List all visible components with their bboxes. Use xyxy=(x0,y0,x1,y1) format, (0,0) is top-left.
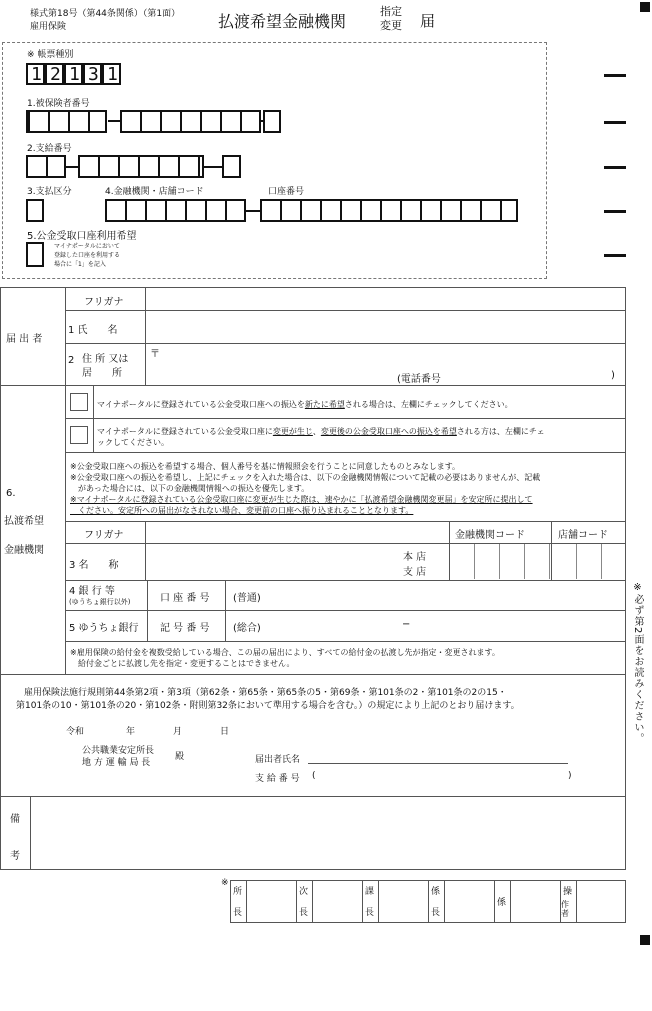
check2-text xyxy=(97,426,545,437)
underlined-text: 新たに希望 xyxy=(304,400,345,409)
office-use-asterisk: ※ xyxy=(221,878,229,888)
rule xyxy=(93,385,94,452)
remarks-label2: 考 xyxy=(10,851,20,862)
check2-text-line2: ックしてください。 xyxy=(97,438,169,447)
bank-type-label: 4 銀 行 等 xyxy=(69,586,115,597)
branch-code-input[interactable] xyxy=(552,544,625,579)
bank-notes xyxy=(70,461,540,516)
phone-close: ) xyxy=(611,370,615,381)
open-paren: ( xyxy=(312,771,316,781)
office-label1: 公共職業安定所長 xyxy=(82,746,155,756)
public-account-note xyxy=(54,242,174,269)
timing-mark xyxy=(604,254,626,257)
rule xyxy=(494,880,495,923)
dono-label: 殿 xyxy=(175,752,185,762)
underlined-text: 変更が生じ xyxy=(272,427,313,436)
stamp-cell-label: 次 xyxy=(299,887,309,897)
rule xyxy=(65,385,66,674)
note-line: ※公金受取口座への振込を希望する場合、個人番号を基に情報照会を行うことに同意したものとみなします。 xyxy=(70,462,461,471)
insured-number-label: 1.被保険者番号 xyxy=(27,99,90,109)
rule xyxy=(576,880,577,923)
month-label: 月 xyxy=(173,727,183,737)
underlined-text: 変更後の公金受取口座への振込を希望 xyxy=(320,427,457,436)
rule xyxy=(428,880,429,923)
hyphen xyxy=(108,120,120,122)
rule xyxy=(225,580,226,641)
change-label: 変更 xyxy=(380,19,402,32)
rule xyxy=(378,880,379,923)
applicant-name-sign-input[interactable] xyxy=(308,750,568,764)
change-public-account-checkbox[interactable] xyxy=(70,426,88,444)
stamp-cell-label: 操 xyxy=(563,887,573,897)
digit-box[interactable] xyxy=(26,63,45,85)
year-label: 年 xyxy=(126,727,136,737)
note-line: ※雇用保険の給付金を複数受給している場合、この届の届出により、すべての給付金の払渡し先が指定・変更されます。 xyxy=(70,648,500,657)
note-line: ※公金受取口座への振込を希望し、上記にチェックを入れた場合は、以下の金融機関情報について記載の必要はありませんが、記載 xyxy=(70,473,541,482)
text: マイナポータルに登録されている公金受取口座への振込を xyxy=(97,400,305,409)
new-public-account-checkbox[interactable] xyxy=(70,393,88,411)
rule xyxy=(65,580,626,581)
stamp-cell-label: 課 xyxy=(365,887,375,897)
check1-text xyxy=(97,399,513,410)
stamp-cell-label: 長 xyxy=(365,908,375,918)
account-no-input[interactable] xyxy=(270,582,620,608)
sougou-label: (総合) xyxy=(233,623,261,634)
account-number-label: 口座番号 xyxy=(268,187,305,197)
rule xyxy=(362,880,363,923)
corner-mark-bottom xyxy=(640,935,650,945)
corner-mark-top xyxy=(640,2,650,12)
note-line: ※マイナポータルに登録されている公金受取口座に変更が生じた際は、速やかに「払渡希望金融機関変更届」を安定所に提出して xyxy=(70,495,533,504)
timing-mark xyxy=(604,74,626,77)
multi-benefit-note xyxy=(70,647,500,669)
payment-class-label: 3.支払区分 xyxy=(27,187,72,197)
digit-box[interactable] xyxy=(64,63,83,85)
reiwa-label: 令和 xyxy=(66,727,85,737)
stamp-cell-label: 係 xyxy=(497,898,507,908)
digit-group[interactable] xyxy=(120,110,261,133)
kigou-label: 記 号 番 号 xyxy=(160,623,210,634)
timing-mark xyxy=(604,121,626,124)
rule xyxy=(296,880,297,923)
bank-section-label2: 金融機関 xyxy=(4,545,44,556)
rule xyxy=(0,674,626,675)
payment-no-sign-input[interactable] xyxy=(320,768,560,784)
text: される場合は、左欄にチェックしてください。 xyxy=(344,400,513,409)
bank-type-sub: (ゆうちょ銀行以外) xyxy=(69,598,131,606)
payment-number-label: 2.支給番号 xyxy=(27,144,72,154)
timing-mark xyxy=(604,210,626,213)
bank-code-header: 金融機関コード xyxy=(455,530,525,541)
rule xyxy=(65,452,626,453)
digit-group[interactable] xyxy=(222,155,241,178)
ledger-type-label: ※ 帳票種別 xyxy=(27,50,74,60)
insurance-label: 雇用保険 xyxy=(30,22,67,32)
rule xyxy=(510,880,511,923)
stamp-cell-label: 長 xyxy=(431,908,441,918)
form-number: 様式第18号（第44条関係）（第1面） xyxy=(30,9,181,19)
notification-label: 届 xyxy=(420,12,436,30)
account-no-label: 口 座 番 号 xyxy=(160,593,210,604)
bank-name-input[interactable] xyxy=(146,544,396,579)
timing-mark xyxy=(604,166,626,169)
rule xyxy=(65,287,66,385)
rule xyxy=(65,343,626,344)
text: される方は、左欄にチェ xyxy=(456,427,545,436)
side-note: ※必ず第2面をお読みください。 xyxy=(632,582,643,745)
divider xyxy=(105,110,107,133)
payment-class-box[interactable] xyxy=(26,199,44,222)
phone-label: (電話番号 xyxy=(397,374,441,385)
day-label: 日 xyxy=(220,727,230,737)
yucho-label: 5 ゆうちょ銀行 xyxy=(69,623,139,634)
stamp-cell-label: 長 xyxy=(233,908,243,918)
address-num: 2 xyxy=(68,355,75,366)
bank-furigana-label: フリガナ xyxy=(84,530,124,541)
digit-group[interactable] xyxy=(26,155,66,178)
digit: 2 xyxy=(50,64,61,85)
bank-code-label: 4.金融機関・店舗コード xyxy=(105,187,204,197)
applicant-section-label: 届 出 者 xyxy=(6,334,43,345)
futsuu-label: (普通) xyxy=(233,593,261,604)
bank-furigana-input[interactable] xyxy=(146,522,448,542)
stamp-cell-label: 所 xyxy=(233,887,243,897)
hyphen xyxy=(204,166,222,168)
text: マイナポータルに登録されている公金受取口座に xyxy=(97,427,273,436)
residence-label: 居 所 xyxy=(82,368,122,379)
stamp-cell-label: 長 xyxy=(299,908,309,918)
digit-group[interactable] xyxy=(78,155,204,178)
bank-section-num: 6. xyxy=(6,488,16,499)
close-paren: ) xyxy=(568,771,572,781)
note-line: があった場合には、以下の金融機関情報への振込を優先します。 xyxy=(70,484,310,493)
account-number-boxes[interactable] xyxy=(260,199,518,222)
stamp-cell-label: 作者 xyxy=(561,900,569,918)
designation-label: 指定 xyxy=(380,5,402,18)
note-line: 登録した口座を利用する xyxy=(54,252,121,259)
digit: 1 xyxy=(31,64,42,85)
rule xyxy=(65,610,626,611)
digit-group[interactable] xyxy=(26,110,107,133)
declaration-line2: 第101条の10・第101条の20・第102条・附則第32条において準用する場合を含む。）の規定により上記のとおり届けます。 xyxy=(16,701,520,711)
remarks-input[interactable] xyxy=(31,797,625,869)
form-title: 払渡希望金融機関 xyxy=(218,12,347,31)
digit: 1 xyxy=(69,64,80,85)
public-account-label: 5.公金受取口座利用希望 xyxy=(27,231,137,242)
rule xyxy=(65,418,626,419)
remarks-label1: 備 xyxy=(10,814,20,825)
branch-code-header: 店舗コード xyxy=(558,530,608,541)
digit: 3 xyxy=(88,64,99,85)
digit: 1 xyxy=(107,64,118,85)
payment-no-sign-label: 支 給 番 号 xyxy=(255,774,300,784)
note-line: マイナポータルにおいて xyxy=(54,243,120,250)
digit-box[interactable] xyxy=(102,63,121,85)
public-account-box[interactable] xyxy=(26,242,44,267)
bank-code-boxes[interactable] xyxy=(105,199,246,222)
applicant-furigana-label: フリガナ xyxy=(84,297,124,308)
applicant-name-sign-label: 届出者氏名 xyxy=(255,755,301,765)
hyphen xyxy=(66,166,78,168)
kigou-input[interactable] xyxy=(270,612,620,639)
hyphen xyxy=(246,210,260,212)
note-line: 場合に「1」を記入 xyxy=(54,261,106,268)
note-line: 給付金ごとに払渡し先を指定・変更することはできません。 xyxy=(70,659,295,668)
digit-box[interactable] xyxy=(45,63,64,85)
office-label2: 地 方 運 輸 局 長 xyxy=(82,758,151,768)
note-line: ください。安定所への届出がなされない場合、変更前の口座へ振り込まれることとなります。 xyxy=(70,506,414,515)
rule xyxy=(65,641,626,642)
bank-section-label1: 払渡希望 xyxy=(4,516,44,527)
postal-mark: 〒 xyxy=(150,349,160,360)
rule xyxy=(147,580,148,641)
shiten-label: 支 店 xyxy=(403,567,427,578)
address-label: 住 所 又は xyxy=(82,354,129,365)
bank-code-input[interactable] xyxy=(450,544,550,579)
applicant-furigana-input[interactable] xyxy=(146,288,625,309)
bank-name-label: 3 名 称 xyxy=(69,560,119,571)
text: 、 xyxy=(312,427,321,436)
honten-label: 本 店 xyxy=(403,552,427,563)
declaration-line1: 雇用保険法施行規則第44条第2項・第3項（第62条・第65条・第65条の5・第69条・第101条の2・第101条の2の15・ xyxy=(24,688,507,698)
rule xyxy=(444,880,445,923)
applicant-name-label: 1 氏 名 xyxy=(68,325,118,336)
digit-box[interactable] xyxy=(83,63,102,85)
stamp-cell-label: 係 xyxy=(431,887,441,897)
digit-group[interactable] xyxy=(263,110,281,133)
address-input[interactable] xyxy=(160,345,620,367)
applicant-name-input[interactable] xyxy=(146,311,625,342)
rule xyxy=(312,880,313,923)
rule xyxy=(246,880,247,923)
kigou-dash: − xyxy=(402,619,411,630)
